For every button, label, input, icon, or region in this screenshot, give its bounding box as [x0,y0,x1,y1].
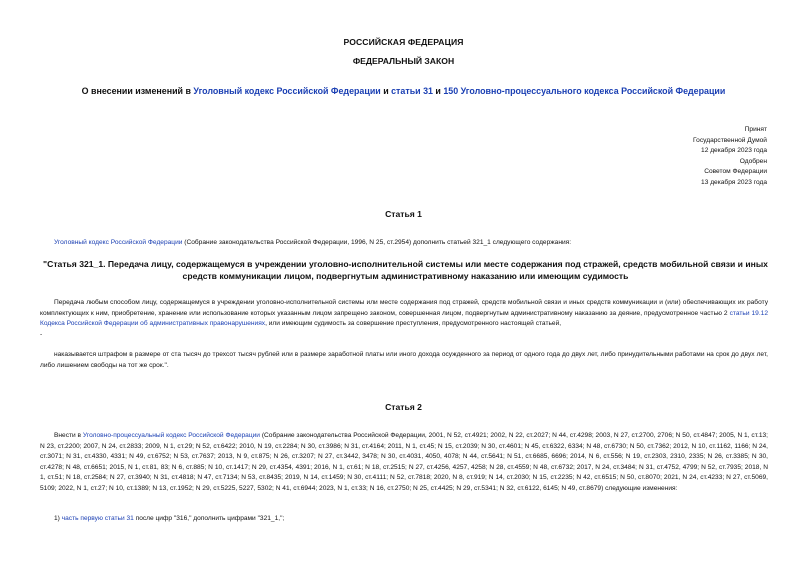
title-prefix: О внесении изменений в [81,86,194,96]
article-2-intro [40,431,768,495]
article-150-link[interactable]: 150 Уголовно-процессуального кодекса Российской Федерации [443,86,726,96]
approved-label: Одобрен [739,157,767,165]
item1-number: 1) [54,515,62,522]
article-31-link[interactable]: статьи 31 [391,86,433,96]
title-mid2: и [432,86,444,96]
adopted-label: Принят [744,126,767,133]
adoption-block [567,125,767,189]
article-2-intro-b: (Собрание законодательства Российской Федерации, 2001, N 52, ст.4921; 2002, N 22, ст.2027; N 44, ст.4298; 2003, N 27, ст.2700, 2706; N 50, ст.4847; 2005, N 1, ст.13; N 23, ст.2200; 2007, N 24, ст.2833; 2009, N 1, ст.29; N 52, ст.6422; 2010, N 19, ст.2284; N 30, ст.3986; N 31, ст.4164; 2011, N 1, ст.45; N 15, ст.2039; N 30, ст.4601; N 45, ст.6322, 6334; N 48, ст.6730; N 50, ст.7362; 2012, N 10, ст.1162, 1166; N 24, ст.3071; N 31, ст.4330, 4331; N 49, ст.6752; N 53, ст.7637; 2013, N 9, ст.875; N 26, ст.3207; N 27, ст.3442, 3478; N 30, ст.4031, 4050, 4078; N 44, ст.5641; N 51, ст.6685, 6696; 2014, N 6, ст.556; N 19, ст.2303, 2310, 2335; N 26, ст.3385; N 30, ст.4278; N 48, ст.6651; 2015, N 1, ст.81, 83; N 6, ст.885; N 10, ст.1417; N 29, ст.4354, 4391; 2016, N 1, ст.61; N 18, ст.2515; N 27, ст.4256, 4257, 4258; N 28, ст.4559; N 48, ст.6732; 2017, N 24, ст.3484; N 31, ст.4752, 4799; N 52, ст.7935; 2018, N 1, ст.51; N 18, ст.2584; N 27, ст.3940; N 31, ст.4818; N 47, ст.7134; N 53, ст.8435; 2019, N 14, ст.1459; N 30, ст.4111; N 52, ст.7818; 2020, N 8, ст.919; N 14, ст.2030; N 15, ст.2235; N 42, ст.6515; N 50, ст.8070; 2021, N 24, ст.4233; N 27, ст.5069, 5109; 2022, N 1, ст.27; N 10, ст.1389; N 13, ст.1952; N 29, ст.5225, 5227, 5302; N 41, ст.6944; 2023, N 1, ст.33; N 16, ст.2750; N 25, ст.4425; N 29, ст.5341; N 32, ст.6122, 6145; N 49, ст.8679) следующие изменения: [40,432,768,492]
article-1-paragraph-1 [40,298,768,330]
criminal-code-intro-link[interactable]: Уголовный кодекс Российской Федерации [54,239,183,246]
dash-line: - [40,331,43,338]
title-mid1: и [380,86,392,96]
adopted-date: 12 декабря 2023 года [701,147,767,155]
para1-text-a: Передача любым способом лицу, содержащемуся в учреждении уголовно-исполнительной системы или месте содержания под стражей, средств мобильной связи и иных средств коммуникации и (или) обеспечивающих их работу комплектующих к ним, приобретение, хранение или использование которых указанным лицом запрещено законом, совершенная лицом, подвергнутым административному наказанию за деяние, предусмотренное частью 2 [40,299,768,317]
koap-article-link[interactable]: статьи 19.12 Кодекса Российской Федерации об административных правонарушениях [40,309,768,328]
country-heading: РОССИЙСКАЯ ФЕДЕРАЦИЯ [343,37,464,47]
adopted-by: Государственной Думой [693,136,767,144]
law-title [0,86,807,96]
criminal-procedure-code-link[interactable]: Уголовно-процессуальный кодекс Российской Федерации [82,432,260,439]
article-1-intro-text: (Собрание законодательства Российской Федерации, 1996, N 25, ст.2954) дополнить статьей 321_1 следующего содержания: [182,239,572,246]
item1-text: после цифр "316," дополнить цифрами "321_1,"; [133,515,285,522]
law-type-heading: ФЕДЕРАЛЬНЫЙ ЗАКОН [352,56,455,66]
para1-text-b: , или имеющим судимость за совершение преступления, предусмотренного настоящей статьей, [265,320,562,328]
article-1-heading: Статья 1 [385,209,422,219]
approved-by: Советом Федерации [704,168,767,176]
article-2-heading: Статья 2 [385,402,422,412]
article-1-intro [40,238,768,249]
article-2-intro-a: Внести в [54,432,83,439]
criminal-code-link[interactable]: Уголовный кодекс Российской Федерации [193,86,381,96]
part-one-article-31-link[interactable]: часть первую статьи 31 [61,515,134,522]
article-2-item-1 [40,514,768,525]
approved-date: 13 декабря 2023 года [701,178,767,186]
new-article-heading: "Статья 321_1. Передача лицу, содержащемуся в учреждении уголовно-исполнительной системы или месте содержания под стражей, средств мобильной связи и иных средств коммуникации лицом, подвергнутым административному наказанию или имеющим судимость [43,259,768,281]
article-1-paragraph-2: наказывается штрафом в размере от ста тысяч до трехсот тысяч рублей или в размере заработной платы или иного дохода осужденного за период от одного года до двух лет, либо принудительными работами на срок до двух лет, либо лишением свободы на тот же срок.". [40,351,768,369]
